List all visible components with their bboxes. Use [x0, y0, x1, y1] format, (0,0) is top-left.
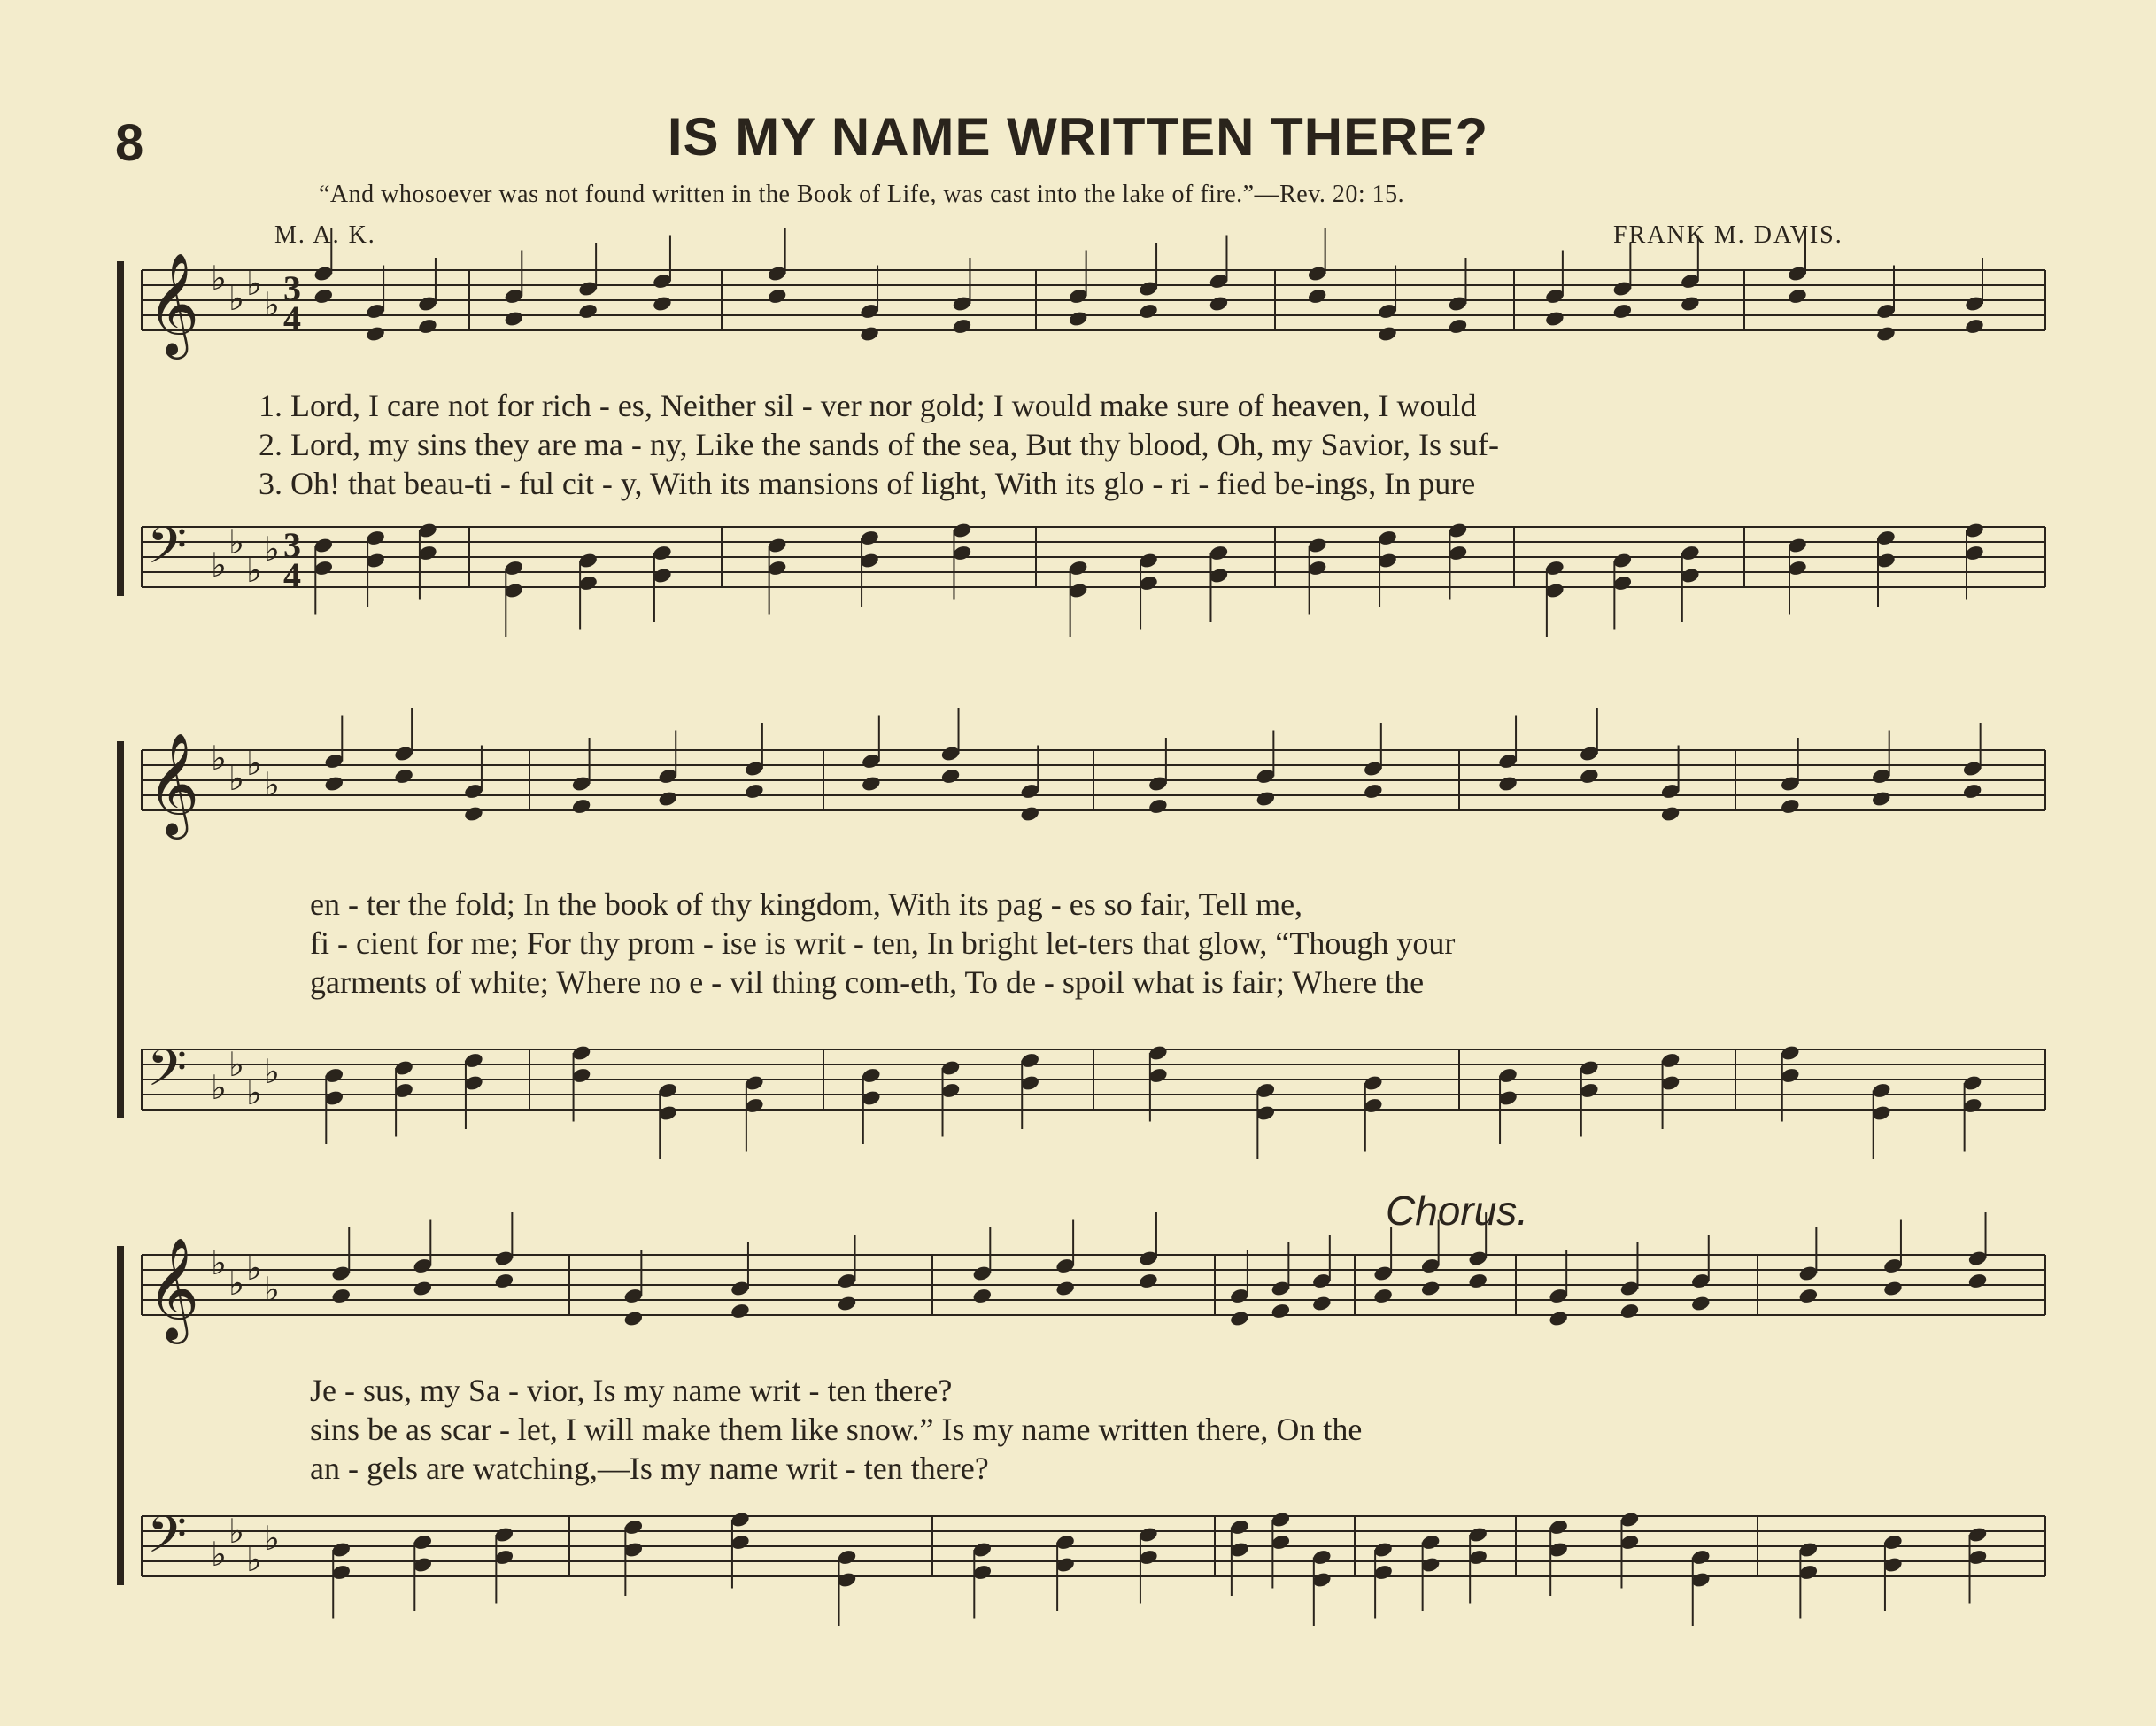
note-head-icon	[1962, 783, 1983, 801]
flat-icon: ♭	[228, 759, 244, 798]
note-head-icon	[494, 1273, 515, 1290]
note-head-icon	[1019, 805, 1040, 823]
note-head-icon	[1497, 775, 1518, 793]
note-head-icon	[837, 1295, 858, 1312]
note-head-icon	[1271, 1303, 1292, 1320]
note-head-icon	[972, 1288, 993, 1305]
note-head-icon	[1690, 1295, 1712, 1312]
note-head-icon	[730, 1303, 751, 1320]
note-head-icon	[313, 288, 335, 306]
note-head-icon	[571, 798, 592, 816]
note-head-icon	[1548, 1310, 1569, 1327]
lyric-verse-1-line-1: 1. Lord, I care not for rich - es, Neither sil - ver nor gold; I would make sure of heaven, I would	[259, 388, 1477, 423]
lyric-verse-1-line-3: Je - sus, my Sa - vior, Is my name writ - ten there?	[310, 1373, 953, 1408]
bass-clef-icon: 𝄢	[147, 515, 188, 588]
flat-icon: ♭	[264, 1052, 280, 1091]
system-brace	[117, 1246, 124, 1585]
note-head-icon	[1787, 288, 1808, 306]
note-head-icon	[1377, 325, 1398, 343]
lyric-verse-3-line-1: 3. Oh! that beau-ti - ful cit - y, With its mansions of light, With its glo - ri - fied be-ings, In pure	[259, 466, 1476, 501]
treble-clef-icon: 𝄞	[147, 252, 200, 355]
note-head-icon	[1875, 325, 1897, 343]
flat-icon: ♭	[246, 1249, 262, 1288]
note-head-icon	[1311, 1295, 1333, 1312]
lyric-verse-3-line-3: an - gels are watching,—Is my name writ - ten there?	[310, 1451, 989, 1486]
flat-icon: ♭	[211, 1068, 227, 1107]
flat-icon: ♭	[246, 1073, 262, 1112]
chorus-label: Chorus.	[1386, 1188, 1529, 1234]
note-head-icon	[1256, 790, 1277, 808]
note-head-icon	[1068, 310, 1089, 328]
note-head-icon	[463, 805, 484, 823]
note-head-icon	[1680, 295, 1701, 313]
note-head-icon	[952, 318, 973, 336]
flat-icon: ♭	[246, 551, 262, 590]
lyricist-credit: M. A. K.	[274, 221, 376, 249]
flat-icon: ♭	[228, 522, 244, 561]
note-head-icon	[330, 1288, 352, 1305]
epigraph: “And whosoever was not found written in the Book of Life, was cast into the lake of fire.”—Rev. 20: 15.	[319, 181, 1405, 208]
flat-icon: ♭	[211, 1535, 227, 1574]
note-head-icon	[393, 768, 414, 786]
note-head-icon	[1967, 1273, 1989, 1290]
time-signature-icon: 3	[283, 525, 301, 565]
note-head-icon	[1372, 1288, 1394, 1305]
lyric-verse-1-line-2: en - ter the fold; In the book of thy kingdom, With its pag - es so fair, Tell me,	[310, 886, 1303, 922]
treble-clef-icon: 𝄞	[147, 731, 200, 835]
flat-icon: ♭	[228, 1045, 244, 1084]
note-head-icon	[657, 790, 678, 808]
note-head-icon	[1055, 1280, 1076, 1297]
flat-icon: ♭	[264, 530, 280, 569]
lyric-verse-2-line-1: 2. Lord, my sins they are ma - ny, Like the sands of the sea, But thy blood, Oh, my Savior, Is suf-	[259, 427, 1499, 462]
note-head-icon	[1307, 288, 1328, 306]
note-head-icon	[623, 1310, 645, 1327]
note-head-icon	[577, 303, 599, 321]
note-head-icon	[652, 295, 673, 313]
note-head-icon	[1448, 318, 1469, 336]
time-signature-icon: 4	[283, 298, 301, 338]
flat-icon: ♭	[246, 744, 262, 783]
note-head-icon	[767, 288, 788, 306]
note-head-icon	[1363, 783, 1384, 801]
note-head-icon	[1612, 303, 1634, 321]
note-head-icon	[1467, 1273, 1488, 1290]
note-head-icon	[1229, 1310, 1250, 1327]
system-brace	[117, 741, 124, 1118]
flat-icon: ♭	[264, 765, 280, 804]
note-head-icon	[324, 775, 345, 793]
song-title: IS MY NAME WRITTEN THERE?	[667, 107, 1489, 166]
note-head-icon	[504, 310, 525, 328]
note-head-icon	[1544, 310, 1565, 328]
flat-icon: ♭	[211, 259, 227, 298]
note-head-icon	[1138, 1273, 1159, 1290]
flat-icon: ♭	[228, 1264, 244, 1303]
flat-icon: ♭	[211, 739, 227, 778]
note-head-icon	[744, 783, 765, 801]
flat-icon: ♭	[246, 1540, 262, 1579]
note-head-icon	[1138, 303, 1159, 321]
flat-icon: ♭	[228, 279, 244, 318]
time-signature-icon: 3	[283, 268, 301, 308]
flat-icon: ♭	[264, 1270, 280, 1309]
note-head-icon	[1882, 1280, 1904, 1297]
flat-icon: ♭	[211, 546, 227, 584]
bass-clef-icon: 𝄢	[147, 1505, 188, 1577]
note-head-icon	[413, 1280, 434, 1297]
flat-icon: ♭	[264, 285, 280, 324]
note-head-icon	[1420, 1280, 1441, 1297]
bass-clef-icon: 𝄢	[147, 1038, 188, 1111]
composer-credit: FRANK M. DAVIS.	[1613, 221, 1843, 249]
page-number: 8	[115, 114, 144, 172]
flat-icon: ♭	[264, 1519, 280, 1558]
flat-icon: ♭	[211, 1243, 227, 1282]
note-head-icon	[1619, 1303, 1641, 1320]
note-head-icon	[1660, 805, 1681, 823]
note-head-icon	[365, 325, 386, 343]
note-head-icon	[1798, 1288, 1820, 1305]
note-head-icon	[417, 318, 438, 336]
note-head-icon	[859, 325, 880, 343]
note-head-icon	[1871, 790, 1892, 808]
note-head-icon	[1209, 295, 1230, 313]
note-head-icon	[861, 775, 882, 793]
time-signature-icon: 4	[283, 555, 301, 595]
lyric-verse-2-line-3: sins be as scar - let, I will make them like snow.” Is my name written there, On the	[310, 1412, 1363, 1447]
note-head-icon	[1579, 768, 1600, 786]
flat-icon: ♭	[246, 264, 262, 303]
note-head-icon	[1780, 798, 1801, 816]
note-head-icon	[940, 768, 962, 786]
note-head-icon	[1964, 318, 1985, 336]
lyric-verse-2-line-2: fi - cient for me; For thy prom - ise is writ - ten, In bright let-ters that glow, “Though your	[310, 925, 1456, 961]
lyric-verse-3-line-2: garments of white; Where no e - vil thing com-eth, To de - spoil what is fair; Where the	[310, 964, 1425, 1000]
system-brace	[117, 261, 124, 596]
note-head-icon	[1148, 798, 1169, 816]
flat-icon: ♭	[228, 1512, 244, 1551]
treble-clef-icon: 𝄞	[147, 1236, 200, 1340]
